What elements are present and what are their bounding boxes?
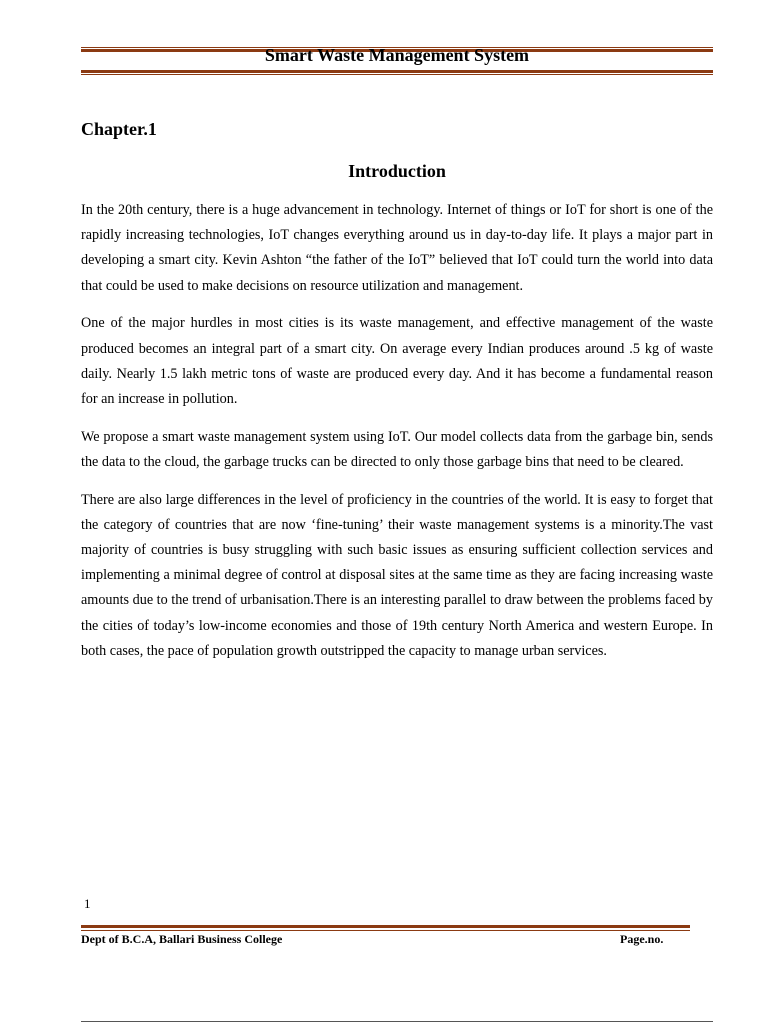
paragraph-3: We propose a smart waste management system using IoT. Our model collects data from the garbage bin, sends the data to the cloud, the garbage trucks can be directed to only those garbage bins that need to be cleared. bbox=[81, 428, 713, 470]
header-rule-bottom-thin bbox=[81, 74, 713, 75]
section-title: Introduction bbox=[348, 161, 446, 181]
footer-department: Dept of B.C.A, Ballari Business College bbox=[81, 932, 283, 946]
header-rule-bottom-thick bbox=[81, 70, 713, 73]
page-number: 1 bbox=[84, 896, 91, 911]
chapter-label: Chapter.1 bbox=[81, 119, 157, 139]
paragraph-2: One of the major hurdles in most cities is its waste management, and effective management of the waste produced becomes an integral part of a smart city. On average every Indian produces around .5 kg of waste daily. Nearly 1.5 lakh metric tons of waste are produced every day. And it has become a fundamental reason for an increase in pollution. bbox=[81, 315, 713, 407]
paragraph-4: There are also large differences in the level of proficiency in the countries of the world. It is easy to forget that the category of countries that are now ‘fine-tuning’ their waste management systems is a minority.The vast majority of countries is busy struggling with such basic issues as ensuring sufficient collection services and implementing a minimal degree of control at disposal sites at the same time as they are facing increasing waste amounts due to the trend of urbanisation.There is an interesting parallel to draw between the problems faced by the cities of today’s low-income economies and those of 19th century North America and western Europe. In both cases, the pace of population growth outstripped the capacity to manage urban services. bbox=[81, 491, 713, 659]
footer-rule-thick bbox=[81, 925, 690, 928]
footer-rule-thin bbox=[81, 930, 690, 931]
bottom-divider bbox=[81, 1021, 713, 1022]
running-header-title: Smart Waste Management System bbox=[264, 45, 530, 65]
paragraph-1: In the 20th century, there is a huge advancement in technology. Internet of things or IoT for short is one of the rapidly increasing technologies, IoT changes everything around us in day-to-day life. It plays a major part in developing a smart city. Kevin Ashton “the father of the IoT” believed that IoT could turn the world into data that could be used to make decisions on resource utilization and management. bbox=[81, 202, 713, 294]
body-text bbox=[81, 198, 713, 676]
footer-page-label: Page.no. bbox=[620, 932, 664, 946]
